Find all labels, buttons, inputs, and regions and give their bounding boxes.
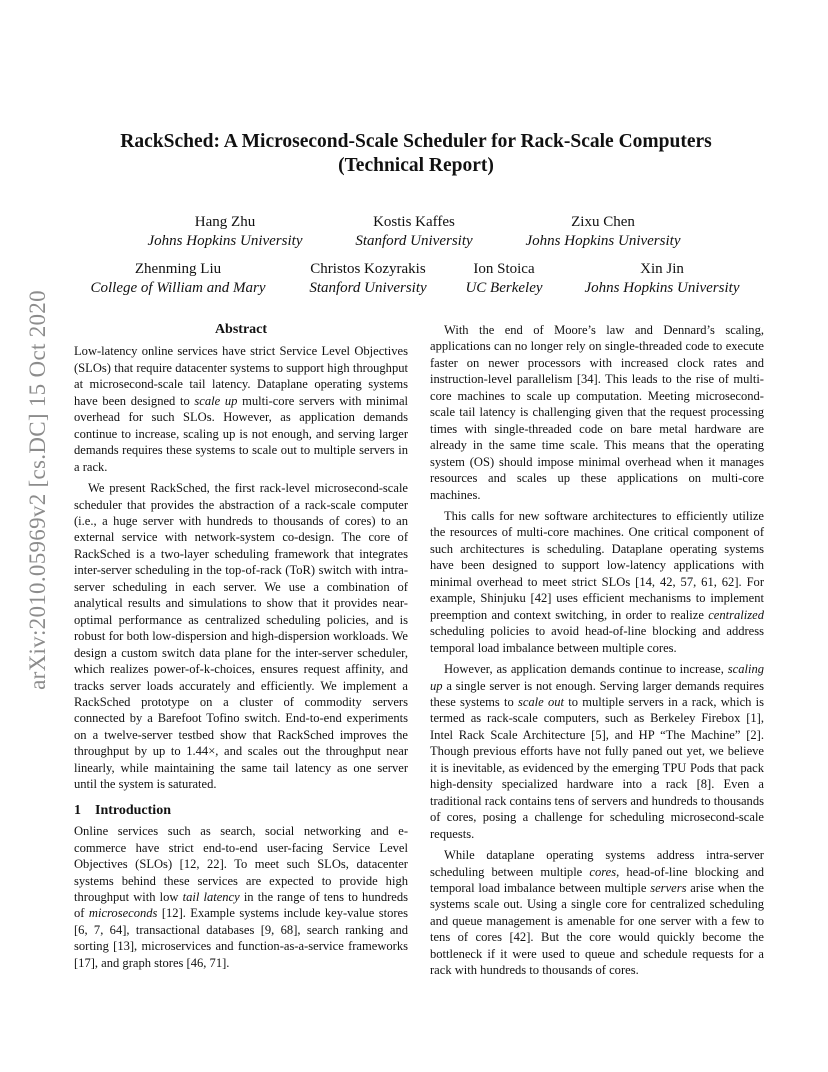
body-paragraph: Online services such as search, social networking and e-commerce have strict end-to-end user-facing Service Level Objectives (SLOs) [12, 22]. To meet such SLOs, datacenter systems behind these services are expected to provide high throughput with low tail latency in the range of tens to hundreds of microseconds [12]. Example systems include key-value stores [6, 7, 64], transactional databases [9, 68], search ranking and sorting [13], microservices and function-as-a-service frameworks [17], and graph stores [46, 71]. bbox=[74, 824, 409, 970]
author-affiliation: Stanford University bbox=[355, 233, 473, 249]
author-affiliation: UC Berkeley bbox=[465, 280, 543, 296]
abstract-paragraph: We present RackSched, the first rack-level microsecond-scale scheduler that provides the abstraction of a rack-scale computer (i.e., a huge server with hundreds to thousands of cores) to an external service with network-system co-design. The core of RackSched is a two-layer scheduling framework that integrates inter-server scheduling in the top-of-rack (ToR) switch with intra-server scheduling in each server. We use a combination of analytical results and simulations to show that it provides near-optimal performance as centralized scheduling policies, and is robust for both low-dispersion and high-dispersion workloads. We design a custom switch data plane for the inter-server scheduler, which realizes power-of-k-choices, ensures request affinity, and tracks server loads accurately and efficiently. We implement a RackSched prototype on a cluster of commodity servers connected by a Barefoot Tofino switch. End-to-end experiments on a twelve-server testbed show that RackSched improves the throughput by up to 1.44×, and scales out the throughput near linearly, while maintaining the same tail latency as one server until the system is saturated. bbox=[74, 481, 408, 792]
author-block bbox=[130, 213, 320, 251]
author-affiliation: Johns Hopkins University bbox=[584, 280, 740, 296]
author-block bbox=[454, 260, 554, 298]
author-affiliation: College of William and Mary bbox=[90, 280, 266, 296]
body-paragraph: This calls for new software architectures to efficiently utilize the resources of multi-core machines. One critical component of such architectures is scheduling. Dataplane operating systems have been designed to support low-latency applications with minimal overhead to meet strict SLOs [14, 42, 57, 61, 62]. For example, Shinjuku [42] uses efficient mechanisms to implement preemption and context switching, in order to realize centralized scheduling policies to avoid head-of-line blocking and address temporal load imbalance between multiple cores. bbox=[430, 508, 764, 655]
author-name: Xin Jin bbox=[640, 261, 684, 277]
section-heading bbox=[74, 803, 408, 819]
author-affiliation: Johns Hopkins University bbox=[147, 233, 303, 249]
author-block bbox=[76, 260, 280, 298]
body-paragraph: However, as application demands continue to increase, scaling up a single server is not enough. Serving larger demands requires these systems to scale out to multiple servers in a rack, which is termed as rack-scale computers, such as Berkeley Firebox [1], Intel Rack Scale Architecture [5], and HP “The Machine” [2]. Though previous efforts have not fully paned out yet, we believe it is inevitable, as evidenced by the emerging TPU Pods that pack high-density specialized hardware into a rack [8]. Even a traditional rack contains tens of servers and hundreds to thousands of cores, posing a challenge for scheduling microsecond-scale requests. bbox=[430, 662, 764, 841]
author-name: Kostis Kaffes bbox=[373, 214, 455, 230]
author-name: Ion Stoica bbox=[473, 261, 535, 277]
body-paragraph: While dataplane operating systems address intra-server scheduling between multiple cores, head-of-line blocking and temporal load imbalance between multiple servers arise when the systems scale out. Using a single core for centralized scheduling and queue management is amenable for one server with a few to tens of cores [42]. But the core would quickly become the bottleneck if it were used to queue and schedule requests for a rack with hundreds to thousands of cores. bbox=[430, 848, 764, 978]
author-name: Zhenming Liu bbox=[134, 261, 222, 277]
author-affiliation: Stanford University bbox=[309, 280, 427, 296]
abstract-paragraph: Low-latency online services have strict Service Level Objectives (SLOs) that require datacenter systems to support high throughput at microsecond-scale tail latency. Dataplane operating systems have been designed to scale up multi-core servers with minimal overhead for such SLOs. However, as application demands continue to increase, scaling up is not enough, and serving larger demands requires these systems to scale out to multiple servers in a rack. bbox=[74, 344, 408, 474]
right-column bbox=[430, 322, 764, 979]
paper-title bbox=[74, 130, 758, 178]
author-block bbox=[334, 213, 494, 251]
arxiv-stamp-text: arXiv:2010.05969v2 [cs.DC] 15 Oct 2020 bbox=[25, 290, 50, 690]
author-name: Christos Kozyrakis bbox=[310, 261, 426, 277]
author-block bbox=[508, 213, 698, 251]
abstract-heading: Abstract bbox=[214, 322, 268, 337]
section-title: Introduction bbox=[95, 802, 171, 818]
author-name: Zixu Chen bbox=[571, 214, 635, 230]
author-affiliation: Johns Hopkins University bbox=[525, 233, 681, 249]
title-line-1: RackSched: A Microsecond-Scale Scheduler for Rack-Scale Computers bbox=[120, 131, 712, 152]
section-number: 1 bbox=[74, 802, 81, 818]
left-column bbox=[74, 322, 408, 971]
body-paragraph: With the end of Moore’s law and Dennard’s scaling, applications can no longer rely on single-threaded code to execute faster on newer processors with increased clock rates and instruction-level parallelism [34]. This leads to the rise of multi-core machines to scale up computation. Meeting microsecond-scale tail latency is challenging given that the request processing times with single-threaded code on bare metal hardware are already in the same time scale. This means that the operating system (OS) should impose minimal overhead when it manages resources and scales up these applications on multi-core machines. bbox=[430, 323, 764, 502]
author-name: Hang Zhu bbox=[194, 214, 256, 230]
arxiv-stamp bbox=[26, 290, 50, 690]
author-block bbox=[572, 260, 752, 298]
title-line-2: (Technical Report) bbox=[338, 155, 494, 176]
author-block bbox=[293, 260, 443, 298]
